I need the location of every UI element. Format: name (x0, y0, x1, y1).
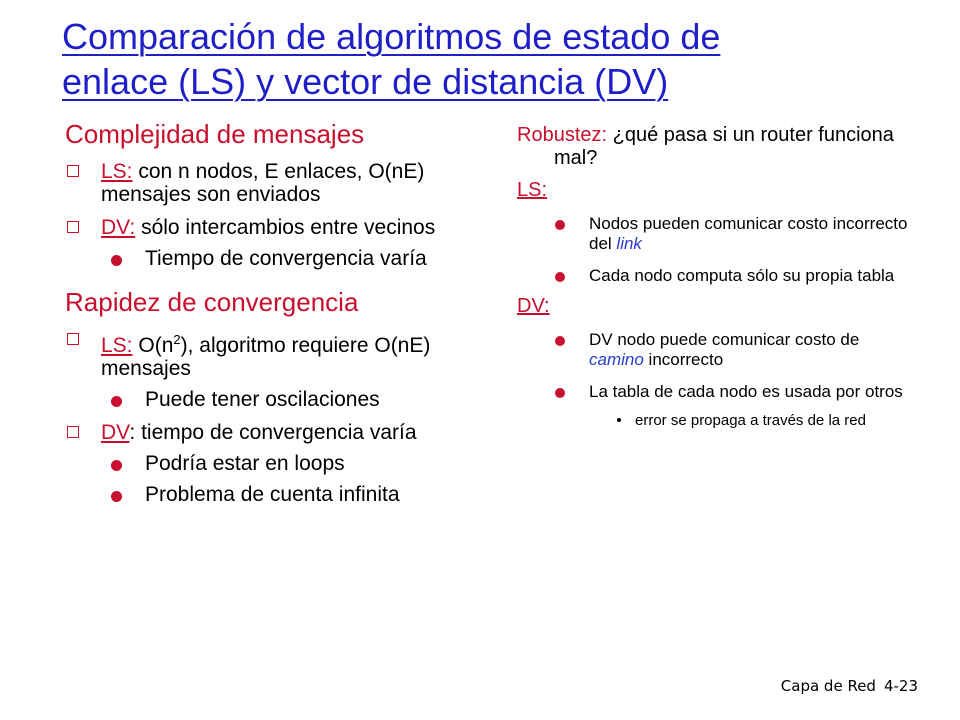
sub-item-tiempo (65, 247, 485, 270)
title-line-2: enlace (LS) y vector de distancia (DV) (62, 61, 669, 102)
robustez-text: ¿qué pasa si un router funciona mal? (554, 124, 894, 169)
item-text: Nodos pueden comunicar costo incorrecto del (589, 214, 908, 253)
dv-item-tabla (517, 382, 917, 402)
robustez-label: Robustez: (517, 124, 608, 146)
dot-bullet-icon (617, 418, 621, 422)
sub-item-cuenta-infinita (65, 483, 485, 506)
slide-title (62, 14, 922, 104)
round-bullet-icon (555, 220, 565, 230)
heading-complejidad: Complejidad de mensajes (65, 119, 365, 149)
ls-text-pre: O(n (132, 334, 174, 357)
ls-item-tabla (517, 266, 917, 286)
round-bullet-icon (555, 388, 565, 398)
sub-item-text: Tiempo de convergencia varía (145, 247, 427, 270)
dv-label: DV: (101, 216, 136, 239)
ls-text-post: ), algoritmo requiere O(nE) mensajes (101, 334, 431, 380)
item-text-post: incorrecto (643, 350, 724, 369)
footer-section: Capa de Red (780, 677, 876, 695)
ls-label: LS: (101, 160, 133, 183)
item-text: error se propaga a través de la red (635, 412, 866, 429)
dv-text: : tiempo de convergencia varía (129, 421, 417, 444)
item-text: DV nodo puede comunicar costo de (589, 330, 860, 349)
list-item-ls-rapidez (65, 328, 485, 380)
list-item-ls-complejidad (65, 160, 485, 206)
robustez-question (517, 124, 917, 170)
left-column (65, 118, 485, 506)
title-line-1: Comparación de algoritmos de estado de (62, 16, 721, 57)
ls-text: con n nodos, E enlaces, O(nE) mensajes son enviados (101, 160, 425, 206)
list-item-dv-rapidez (65, 421, 485, 444)
sub-item-text: Puede tener oscilaciones (145, 388, 380, 411)
square-bullet-icon (67, 221, 79, 233)
round-bullet-icon (111, 396, 122, 407)
heading-rapidez: Rapidez de convergencia (65, 287, 359, 317)
dv-label: DV (101, 421, 130, 444)
sub-item-loops (65, 452, 485, 475)
square-bullet-icon (67, 426, 79, 438)
item-text: La tabla de cada nodo es usada por otros (589, 382, 903, 401)
ls-heading: LS: (517, 179, 548, 201)
sub-item-oscilaciones (65, 388, 485, 411)
dv-subitem-error (517, 412, 917, 430)
round-bullet-icon (555, 336, 565, 346)
round-bullet-icon (111, 255, 122, 266)
slide-footer (773, 677, 918, 695)
square-bullet-icon (67, 165, 79, 177)
ls-item-costo (517, 214, 917, 254)
footer-page-number: 4-23 (883, 677, 918, 695)
item-emphasis: link (616, 234, 642, 253)
square-bullet-icon (67, 333, 79, 345)
sub-item-text: Podría estar en loops (145, 452, 345, 475)
dv-heading: DV: (517, 295, 550, 317)
dv-item-camino (517, 330, 917, 370)
sub-item-text: Problema de cuenta infinita (145, 483, 400, 506)
item-text: Cada nodo computa sólo su propia tabla (589, 266, 895, 285)
ls-label: LS: (101, 334, 133, 357)
round-bullet-icon (111, 491, 122, 502)
ls-superscript: 2 (173, 332, 181, 347)
right-column (517, 124, 917, 430)
dv-text: sólo intercambios entre vecinos (135, 216, 436, 239)
list-item-dv-complejidad (65, 216, 485, 239)
item-emphasis: camino (589, 350, 644, 369)
round-bullet-icon (111, 460, 122, 471)
round-bullet-icon (555, 272, 565, 282)
